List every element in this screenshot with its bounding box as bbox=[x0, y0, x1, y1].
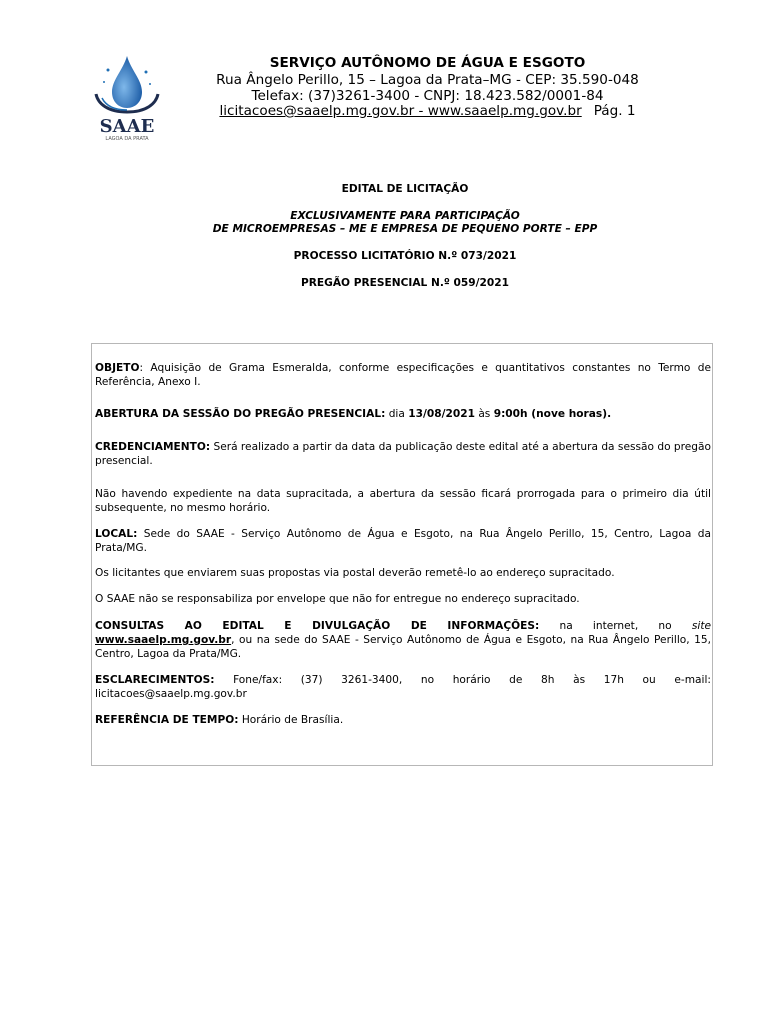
consultas-site: site bbox=[691, 620, 711, 632]
objeto-paragraph bbox=[95, 361, 711, 389]
escl-first-line bbox=[95, 673, 711, 687]
escl-line1: Fone/fax: (37) 3261-3400, no horário de 8h às 17h ou e-mail: bbox=[214, 674, 711, 686]
ref-label: REFERÊNCIA DE TEMPO: bbox=[95, 714, 239, 726]
org-title: SERVIÇO AUTÔNOMO DE ÁGUA E ESGOTO bbox=[269, 55, 586, 71]
abertura-paragraph bbox=[95, 407, 711, 421]
exclusive-line-2: DE MICROEMPRESAS – ME E EMPRESA DE PEQUENO PORTE – EPP bbox=[212, 223, 598, 235]
escl-label: ESCLARECIMENTOS: bbox=[95, 674, 215, 686]
org-address: Rua Ângelo Perillo, 15 – Lagoa da Prata–MG - CEP: 35.590-048 bbox=[216, 72, 639, 88]
cred-label: CREDENCIAMENTO: bbox=[95, 441, 211, 453]
org-contact: Telefax: (37)3261-3400 - CNPJ: 18.423.582/0001-84 bbox=[251, 88, 604, 104]
consultas-url[interactable]: www.saaelp.mg.gov.br bbox=[95, 634, 232, 646]
saae-logo bbox=[88, 52, 166, 142]
objeto-label: OBJETO bbox=[95, 362, 140, 374]
ref-text: Horário de Brasília. bbox=[238, 714, 344, 726]
nao-havendo-paragraph: Não havendo expediente na data supracitada, a abertura da sessão ficará prorrogada para o primeiro dia útil subsequente, no mesmo horário. bbox=[95, 488, 711, 514]
logo-subtext: LAGOA DA PRATA bbox=[105, 136, 149, 142]
consultas-paragraph bbox=[95, 619, 711, 661]
licitantes-paragraph: Os licitantes que enviarem suas propostas via postal deverão remetê-lo ao endereço supracitado. bbox=[95, 567, 615, 579]
local-text: Sede do SAAE - Serviço Autônomo de Água e Esgoto, na Rua Ângelo Perillo, 15, Centro, Lagoa da Prata/MG. bbox=[95, 528, 711, 554]
org-links[interactable]: licitacoes@saaelp.mg.gov.br - www.saaelp.mg.gov.br bbox=[219, 103, 582, 119]
local-paragraph bbox=[95, 527, 711, 555]
referencia-paragraph bbox=[95, 713, 711, 727]
local-label: LOCAL: bbox=[95, 528, 138, 540]
pregao-title: PREGÃO PRESENCIAL N.º 059/2021 bbox=[300, 277, 509, 289]
credenciamento-paragraph bbox=[95, 440, 711, 468]
exclusive-line-1: EXCLUSIVAMENTE PARA PARTICIPAÇÃO bbox=[290, 210, 520, 222]
consultas-pre: na internet, no bbox=[539, 620, 692, 632]
abertura-label: ABERTURA DA SESSÃO DO PREGÃO PRESENCIAL: bbox=[95, 408, 386, 420]
escl-email[interactable]: licitacoes@saaelp.mg.gov.br bbox=[95, 688, 247, 700]
org-links-line bbox=[200, 103, 655, 120]
page-number: Pág. 1 bbox=[593, 103, 636, 119]
consultas-text: , ou na sede do SAAE - Serviço Autônomo de Água e Esgoto, na Rua Ângelo Perillo, 15, Centro, Lagoa da Prata/MG. bbox=[95, 634, 711, 660]
abertura-time: 9:00h (nove horas). bbox=[493, 408, 612, 420]
esclarecimentos-paragraph bbox=[95, 673, 711, 701]
abertura-date: 13/08/2021 bbox=[408, 408, 475, 420]
abertura-mid: às bbox=[474, 408, 494, 420]
saae-nao-paragraph: O SAAE não se responsabiliza por envelope que não for entregue no endereço supracitado. bbox=[95, 593, 580, 605]
abertura-pre: dia bbox=[385, 408, 409, 420]
logo-text: SAAE bbox=[99, 116, 155, 137]
consultas-label: CONSULTAS AO EDITAL E DIVULGAÇÃO DE INFORMAÇÕES: bbox=[95, 620, 540, 632]
cred-text: Será realizado a partir da data da publicação deste edital até a abertura da sessão do pregão presencial. bbox=[95, 441, 711, 467]
objeto-text: : Aquisição de Grama Esmeralda, conforme especificações e quantitativos constantes no Termo de Referência, Anexo I. bbox=[95, 362, 711, 388]
processo-title: PROCESSO LICITATÓRIO N.º 073/2021 bbox=[293, 250, 517, 262]
edital-title: EDITAL DE LICITAÇÃO bbox=[341, 183, 469, 195]
consultas-first-line bbox=[95, 619, 711, 633]
